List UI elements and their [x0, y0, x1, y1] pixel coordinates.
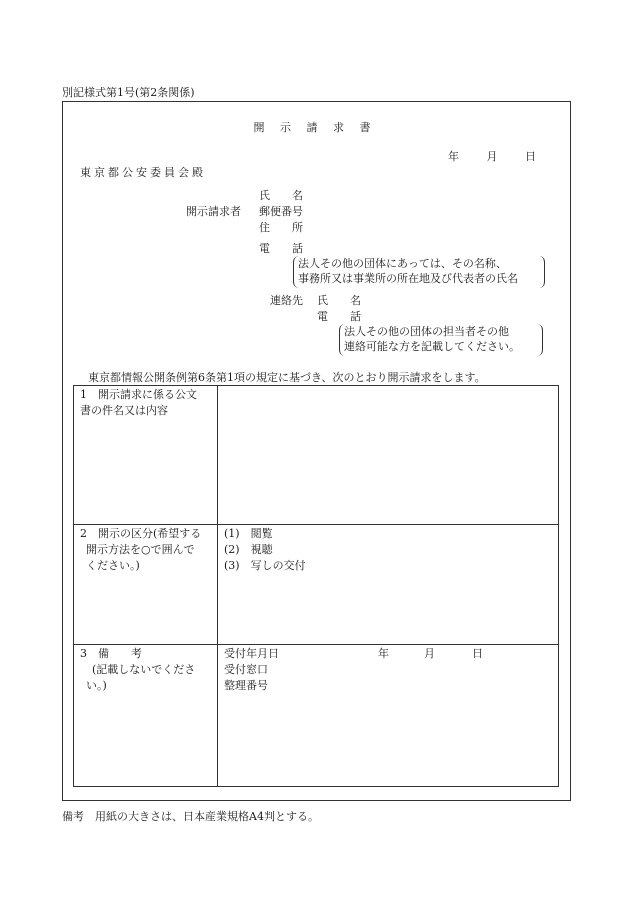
contact-note-line2: 連絡可能な方を記載してください。 — [344, 340, 520, 353]
date-line — [448, 150, 536, 164]
row2-label — [80, 526, 201, 574]
row1-label-line1: 1 開示請求に係る公文 — [80, 388, 197, 401]
requester-phone-label: 電 話 — [259, 242, 303, 255]
row1-label-line2: 書の件名又は内容 — [80, 404, 168, 417]
requester-address-label: 住 所 — [259, 221, 303, 234]
receipt-date-month: 月 — [424, 647, 435, 660]
row2-label-line2: 開示方法を○で囲んで — [86, 543, 195, 556]
requester-note-bracket — [293, 256, 545, 288]
receipt-date-year: 年 — [378, 647, 389, 660]
table-row-divider-2 — [74, 644, 558, 645]
requester-note-line1: 法人その他の団体にあっては、その名称、 — [298, 257, 507, 270]
document-title: 開 示 請 求 書 — [253, 121, 377, 134]
row3-label-line1: 3 備 考 — [80, 647, 142, 660]
contact-label: 連絡先 — [270, 294, 303, 307]
row2-label-line1: 2 開示の区分(希望する — [80, 527, 202, 540]
contact-name-label: 氏 名 — [317, 294, 361, 307]
row3-label — [80, 646, 195, 694]
row3-receipt-info — [224, 646, 279, 694]
addressee: 東京都公安委員会殿 — [80, 166, 206, 179]
option-watch[interactable]: (2) 視聴 — [224, 543, 273, 556]
requester-name-label: 氏 名 — [259, 189, 303, 202]
contact-phone-label: 電 話 — [317, 310, 361, 323]
row1-content-field[interactable] — [221, 388, 556, 520]
row1-label — [80, 387, 197, 419]
receipt-number-label: 整理番号 — [224, 679, 268, 692]
option-copy[interactable]: (3) 写しの交付 — [224, 559, 306, 572]
receipt-window-label: 受付窓口 — [224, 663, 268, 676]
requester-label: 開示請求者 — [186, 205, 241, 218]
request-table — [73, 385, 559, 787]
row3-label-line2: (記載しないでくださ — [92, 663, 196, 676]
receipt-date-day: 日 — [472, 647, 483, 660]
row2-options — [224, 526, 306, 574]
requester-postal-label: 郵便番号 — [259, 205, 303, 218]
intro-statement: 東京都情報公開条例第6条第1項の規定に基づき、次のとおり開示請求をします。 — [88, 371, 486, 384]
form-number-label: 別記様式第1号(第2条関係) — [62, 86, 195, 99]
requester-note-line2: 事務所又は事業所の所在地及び代表者の氏名 — [298, 272, 518, 285]
row3-label-line3: い。) — [86, 679, 107, 692]
contact-note-bracket — [339, 324, 543, 356]
receipt-date-label: 受付年月日 — [224, 647, 279, 660]
date-month: 月 — [486, 150, 498, 163]
row2-label-line3: ください。) — [86, 559, 140, 572]
table-column-divider — [217, 386, 218, 786]
option-view[interactable]: (1) 閲覧 — [224, 527, 273, 540]
footnote: 備考 用紙の大きさは、日本産業規格A4判とする。 — [62, 810, 319, 823]
table-row-divider-1 — [74, 524, 558, 525]
contact-note-line1: 法人その他の団体の担当者その他 — [344, 325, 509, 338]
date-year: 年 — [448, 150, 459, 163]
date-day: 日 — [525, 150, 536, 163]
